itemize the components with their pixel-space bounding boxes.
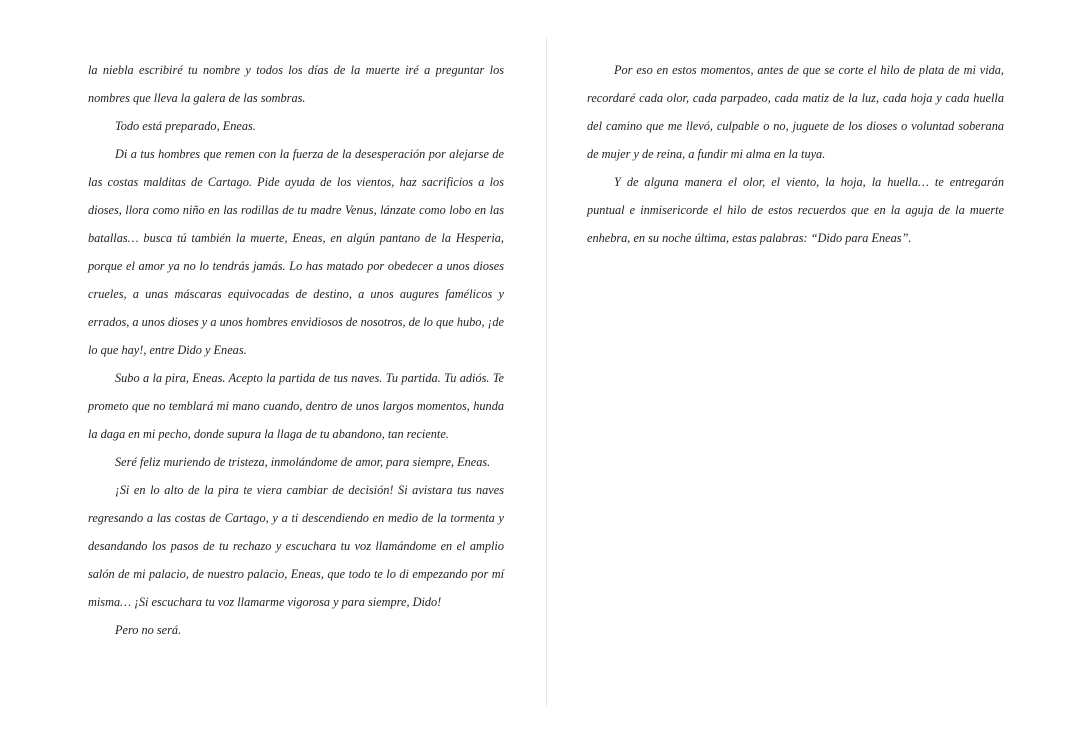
- paragraph: Subo a la pira, Eneas. Acepto la partida de tus naves. Tu partida. Tu adiós. Te prometo que no temblará mi mano cuando, dentro de unos largos momentos, hunda la daga en mi pecho, donde supura la llaga de tu abandono, tan reciente.: [88, 371, 504, 441]
- right-page: [547, 0, 1080, 731]
- left-page-text: [88, 56, 504, 644]
- paragraph: Todo está preparado, Eneas.: [115, 119, 256, 133]
- paragraph: Di a tus hombres que remen con la fuerza de la desesperación por alejarse de las costas malditas de Cartago. Pide ayuda de los vientos, haz sacrificios a los dioses, llora como niño en las rodillas de tu madre Venus, lánzate como lobo en las batallas… busca tú también la muerte, Eneas, en algún pantano de la Hesperia, porque el amor ya no lo tendrás jamás. Lo has matado por obedecer a unos dioses crueles, a unas máscaras equivocadas de destino, a unos augures famélicos y errados, a unos dioses y a unos hombres envidiosos de nosotros, de lo que hubo, ¡de lo que hay!, entre Dido y Eneas.: [88, 147, 504, 357]
- paragraph: Y de alguna manera el olor, el viento, la hoja, la huella… te entregarán puntual e inmisericorde el hilo de estos recuerdos que en la aguja de la muerte enhebra, en su noche última, estas palabras: “Dido para Eneas”.: [587, 175, 1004, 245]
- paragraph: Por eso en estos momentos, antes de que se corte el hilo de plata de mi vida, recordaré cada olor, cada parpadeo, cada matiz de la luz, cada hoja y cada huella del camino que me llevó, culpable o no, juguete de los dioses o voluntad soberana de mujer y de reina, a fundir mi alma en la tuya.: [587, 63, 1004, 161]
- right-page-text: [587, 56, 1004, 252]
- paragraph: ¡Si en lo alto de la pira te viera cambiar de decisión! Si avistara tus naves regresando a las costas de Cartago, y a ti descendiendo en medio de la tormenta y desandando los pasos de tu rechazo y escuchara tu voz llamándome en el amplio salón de mi palacio, de nuestro palacio, Eneas, que todo te lo di empezando por mí misma… ¡Si escuchara tu voz llamarme vigorosa y para siempre, Dido!: [88, 483, 504, 609]
- paragraph: Pero no será.: [115, 623, 182, 637]
- paragraph: Seré feliz muriendo de tristeza, inmolándome de amor, para siempre, Eneas.: [115, 455, 491, 469]
- paragraph: la niebla escribiré tu nombre y todos los días de la muerte iré a preguntar los nombres que lleva la galera de las sombras.: [88, 63, 504, 105]
